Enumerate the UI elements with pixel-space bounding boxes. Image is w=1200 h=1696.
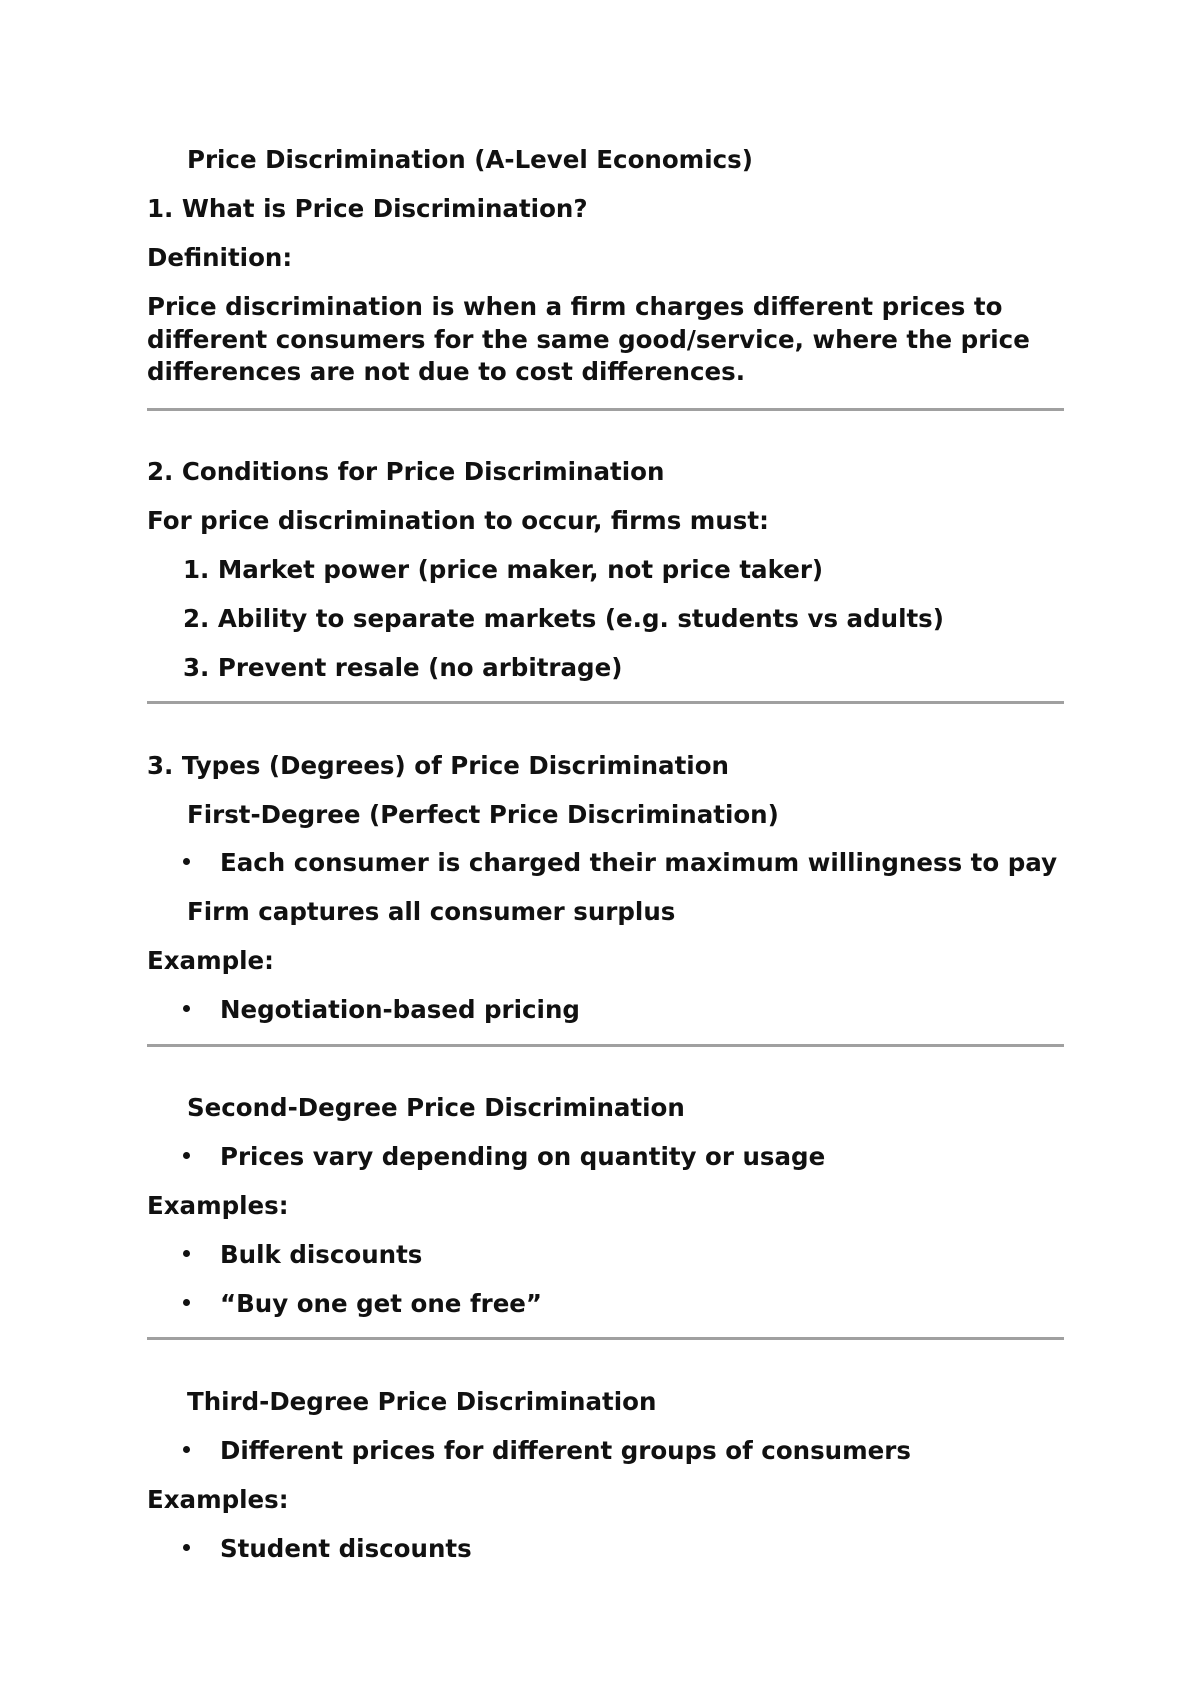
bullet-icon xyxy=(183,1544,190,1551)
section-2-heading: 2. Conditions for Price Discrimination xyxy=(147,457,665,486)
third-degree-heading: Third-Degree Price Discrimination xyxy=(187,1387,657,1416)
second-degree-example-label: Examples: xyxy=(147,1191,289,1220)
example-item: “Buy one get one free” xyxy=(220,1289,543,1318)
third-degree-bullet: Different prices for different groups of consumers xyxy=(220,1436,911,1465)
bullet-icon xyxy=(183,1446,190,1453)
divider xyxy=(147,1044,1064,1047)
bullet-icon xyxy=(183,1299,190,1306)
bullet-icon xyxy=(183,858,190,865)
divider xyxy=(147,1337,1064,1340)
example-item: Negotiation-based pricing xyxy=(220,995,580,1024)
definition-text: Price discrimination is when a firm charges different prices to different consumers for the same good/service, where the price differences are not due to cost differences. xyxy=(147,292,1030,386)
second-degree-heading: Second-Degree Price Discrimination xyxy=(187,1093,685,1122)
condition-item: 2. Ability to separate markets (e.g. students vs adults) xyxy=(183,604,944,633)
condition-item: 3. Prevent resale (no arbitrage) xyxy=(183,653,623,682)
divider xyxy=(147,408,1064,411)
conditions-intro: For price discrimination to occur, firms must: xyxy=(147,506,769,535)
definition-label: Definition: xyxy=(147,243,293,272)
third-degree-example-label: Examples: xyxy=(147,1485,289,1514)
divider xyxy=(147,701,1064,704)
example-item: Bulk discounts xyxy=(220,1240,423,1269)
first-degree-note: Firm captures all consumer surplus xyxy=(187,897,676,926)
first-degree-example-label: Example: xyxy=(147,946,274,975)
condition-item: 1. Market power (price maker, not price taker) xyxy=(183,555,824,584)
bullet-icon xyxy=(183,1250,190,1257)
example-item: Student discounts xyxy=(220,1534,472,1563)
bullet-icon xyxy=(183,1152,190,1159)
first-degree-heading: First-Degree (Perfect Price Discrimination) xyxy=(187,800,779,829)
bullet-icon xyxy=(183,1005,190,1012)
document-title: Price Discrimination (A-Level Economics) xyxy=(187,145,753,174)
section-3-heading: 3. Types (Degrees) of Price Discrimination xyxy=(147,751,729,780)
first-degree-bullet: Each consumer is charged their maximum willingness to pay xyxy=(220,848,1058,877)
second-degree-bullet: Prices vary depending on quantity or usage xyxy=(220,1142,826,1171)
section-1-heading: 1. What is Price Discrimination? xyxy=(147,194,588,223)
